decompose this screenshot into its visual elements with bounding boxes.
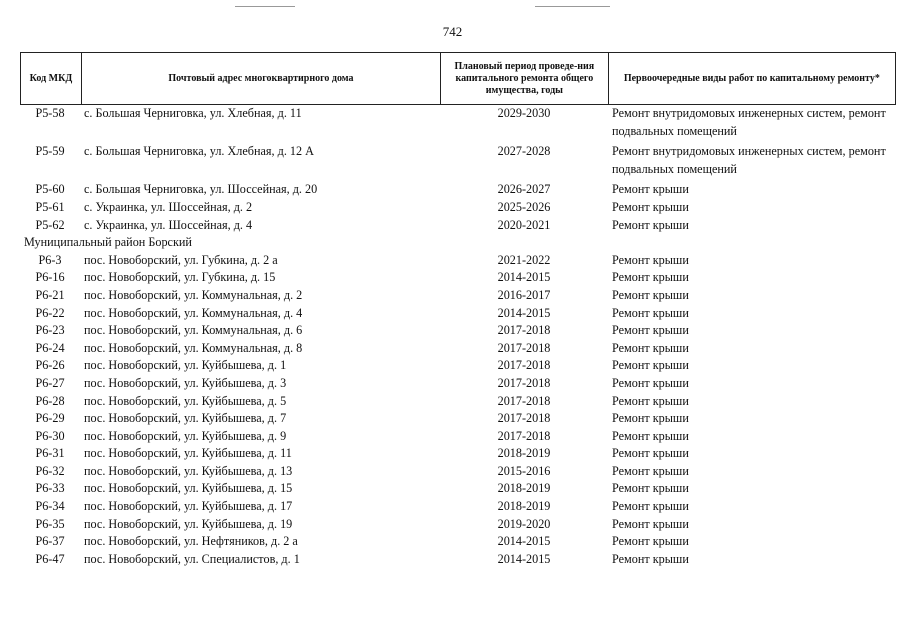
cell-works: Ремонт крыши [612,551,689,566]
table-row [20,357,896,375]
cell-works: Ремонт крыши [612,499,689,514]
cell-address: пос. Новоборский, ул. Куйбышева, д. 3 [84,375,287,390]
cell-works: Ремонт внутридомовых инженерных систем, ремонт подвальных помещений [612,106,886,138]
cell-address: пос. Новоборский, ул. Куйбышева, д. 19 [84,516,293,531]
cell-address: пос. Новоборский, ул. Губкина, д. 15 [84,270,276,285]
cell-address: пос. Новоборский, ул. Куйбышева, д. 1 [84,358,287,373]
cell-address: пос. Новоборский, ул. Куйбышева, д. 11 [84,446,292,461]
cell-code: Р5-60 [35,182,65,197]
table-row [20,340,896,358]
cell-works: Ремонт крыши [612,305,689,320]
cell-code: Р6-34 [35,499,65,514]
cell-code: Р6-22 [35,305,65,320]
cell-works: Ремонт крыши [612,217,689,232]
cell-period: 2017-2018 [497,323,551,338]
cell-code: Р6-24 [35,340,65,355]
cell-address: пос. Новоборский, ул. Коммунальная, д. 4 [84,305,303,320]
cell-period: 2017-2018 [497,340,551,355]
cell-code: Р6-30 [35,428,65,443]
cell-works: Ремонт крыши [612,182,689,197]
cell-code: Р6-29 [35,411,65,426]
cell-code: Р6-28 [35,393,65,408]
table-row [20,143,896,181]
cell-period: 2014-2015 [497,305,551,320]
table-row [20,498,896,516]
cell-address: с. Украинка, ул. Шоссейная, д. 4 [84,217,253,232]
cell-works: Ремонт крыши [612,481,689,496]
table-row [20,252,896,270]
cell-address: пос. Новоборский, ул. Куйбышева, д. 5 [84,393,287,408]
cell-period: 2019-2020 [497,516,551,531]
cell-works: Ремонт крыши [612,270,689,285]
cell-address: пос. Новоборский, ул. Куйбышева, д. 15 [84,481,293,496]
table-row [20,551,896,569]
scan-mark [535,6,610,7]
table-row [20,287,896,305]
table-row [20,480,896,498]
cell-code: Р5-58 [35,106,65,120]
table-row [20,410,896,428]
cell-period: 2021-2022 [497,252,551,267]
cell-period: 2027-2028 [497,144,551,159]
cell-address: пос. Новоборский, ул. Куйбышева, д. 9 [84,428,287,443]
cell-address: пос. Новоборский, ул. Специалистов, д. 1 [84,551,300,566]
table-row [20,181,896,199]
cell-period: 2018-2019 [497,499,551,514]
cell-period: 2018-2019 [497,481,551,496]
cell-period: 2020-2021 [497,217,551,232]
table-row [20,105,896,143]
cell-period: 2014-2015 [497,534,551,549]
cell-period: 2014-2015 [497,270,551,285]
table-row [20,322,896,340]
cell-address: с. Большая Черниговка, ул. Хлебная, д. 12 А [84,144,314,159]
cell-works: Ремонт крыши [612,287,689,302]
cell-code: Р6-26 [35,358,65,373]
cell-code: Р6-21 [35,287,65,302]
cell-code: Р6-3 [38,252,62,267]
cell-address: пос. Новоборский, ул. Куйбышева, д. 13 [84,463,293,478]
cell-code: Р5-61 [35,199,65,214]
cell-period: 2017-2018 [497,411,551,426]
table-row [20,463,896,481]
cell-code: Р5-62 [35,217,65,232]
section-title: Муниципальный район Борский [24,235,192,250]
header-code: Код МКД [29,72,73,84]
table-row [20,199,896,217]
cell-period: 2026-2027 [497,182,551,197]
cell-works: Ремонт крыши [612,463,689,478]
table-row [20,533,896,551]
cell-period: 2015-2016 [497,463,551,478]
cell-code: Р6-31 [35,446,65,461]
cell-works: Ремонт крыши [612,375,689,390]
cell-works: Ремонт внутридомовых инженерных систем, ремонт подвальных помещений [612,144,886,176]
cell-address: пос. Новоборский, ул. Губкина, д. 2 а [84,252,278,267]
table-row [20,217,896,235]
cell-period: 2017-2018 [497,358,551,373]
header-works: Первоочередные виды работ по капитальному ремонту* [608,53,895,104]
cell-works: Ремонт крыши [612,358,689,373]
cell-period: 2017-2018 [497,393,551,408]
cell-code: Р6-47 [35,551,65,566]
cell-works: Ремонт крыши [612,340,689,355]
scan-mark [235,6,295,7]
cell-works: Ремонт крыши [612,534,689,549]
repair-table [20,52,896,568]
page-number: 742 [442,24,463,39]
cell-code: Р6-16 [35,270,65,285]
cell-address: пос. Новоборский, ул. Куйбышева, д. 17 [84,499,293,514]
table-row [20,393,896,411]
cell-works: Ремонт крыши [612,411,689,426]
cell-works: Ремонт крыши [612,446,689,461]
table-row [20,516,896,534]
cell-works: Ремонт крыши [612,516,689,531]
cell-period: 2016-2017 [497,287,551,302]
cell-address: с. Большая Черниговка, ул. Шоссейная, д. 20 [84,182,318,197]
cell-address: с. Украинка, ул. Шоссейная, д. 2 [84,199,253,214]
table-row [20,445,896,463]
cell-address: пос. Новоборский, ул. Коммунальная, д. 2 [84,287,303,302]
table-row [20,375,896,393]
cell-code: Р6-32 [35,463,65,478]
cell-address: с. Большая Черниговка, ул. Хлебная, д. 11 [84,106,302,120]
cell-works: Ремонт крыши [612,323,689,338]
table-row [20,305,896,323]
cell-period: 2025-2026 [497,199,551,214]
cell-works: Ремонт крыши [612,252,689,267]
cell-code: Р6-27 [35,375,65,390]
cell-address: пос. Новоборский, ул. Куйбышева, д. 7 [84,411,287,426]
table-row [20,269,896,287]
cell-address: пос. Новоборский, ул. Коммунальная, д. 6 [84,323,303,338]
table-body [20,105,896,568]
cell-works: Ремонт крыши [612,199,689,214]
cell-code: Р6-35 [35,516,65,531]
cell-period: 2017-2018 [497,375,551,390]
cell-works: Ремонт крыши [612,428,689,443]
cell-period: 2029-2030 [497,106,551,120]
cell-code: Р5-59 [35,144,65,159]
cell-address: пос. Новоборский, ул. Нефтяников, д. 2 а [84,534,298,549]
header-period: Плановый период проведе-ния капитального ремонта общего имущества, годы [440,53,608,104]
cell-period: 2014-2015 [497,551,551,566]
cell-address: пос. Новоборский, ул. Коммунальная, д. 8 [84,340,303,355]
cell-period: 2018-2019 [497,446,551,461]
cell-code: Р6-37 [35,534,65,549]
table-group-2 [20,252,896,569]
cell-code: Р6-33 [35,481,65,496]
table-header [20,52,896,105]
cell-period: 2017-2018 [497,428,551,443]
table-group-1 [20,105,896,234]
cell-code: Р6-23 [35,323,65,338]
table-row [20,428,896,446]
cell-works: Ремонт крыши [612,393,689,408]
header-address: Почтовый адрес многоквартирного дома [81,53,440,104]
